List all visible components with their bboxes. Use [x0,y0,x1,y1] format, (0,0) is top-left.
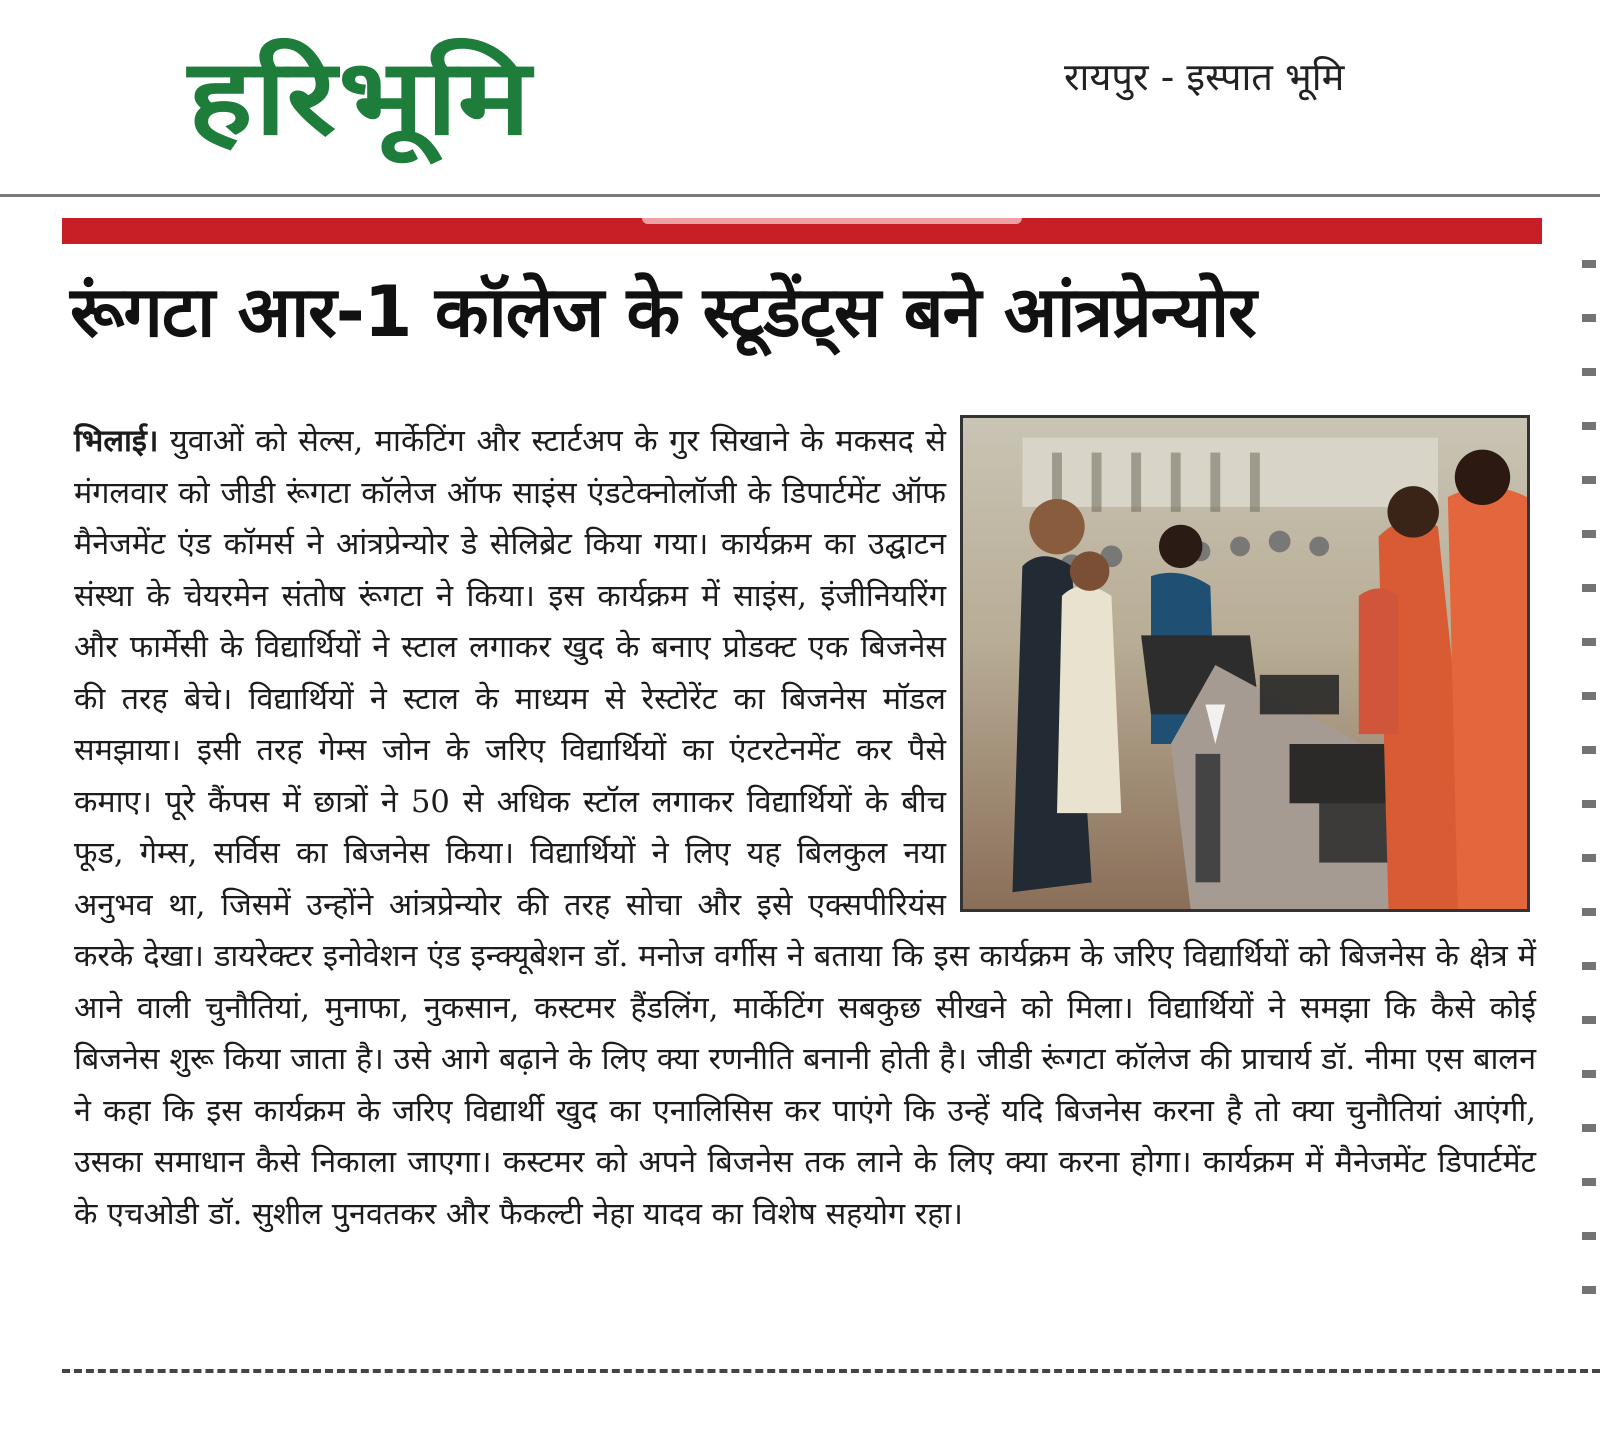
cropped-section-label [642,218,1022,224]
photo-wrap-spacer [946,416,1536,914]
article-dateline: भिलाई। [74,423,159,459]
section-bar [62,218,1542,244]
edition-label: रायपुर - इस्पात भूमि [1064,55,1345,99]
article-body [74,416,1536,1240]
adjacent-column-edge [1582,260,1600,1360]
masthead-divider [0,194,1600,197]
newspaper-logo: हरिभूमि [188,36,533,159]
article-bottom-rule [62,1369,1600,1373]
article-body-text: युवाओं को सेल्स, मार्केटिंग और स्टार्टअप के गुर सिखाने के मकसद से मंगलवार को जीडी रूंगटा कॉलेज ऑफ साइंस एंडटेक्नोलॉजी के डिपार्टमेंट ऑफ मैनेजमेंट एंड कॉमर्स ने आंत्रप्रेन्योर डे सेलिब्रेट किया गया। कार्यक्रम का उद्घाटन संस्था के चेयरमेन संतोष रूंगटा ने किया। इस कार्यक्रम में साइंस, इंजीनियरिंग और फार्मेसी के विद्यार्थियों ने स्टाल लगाकर खुद के बनाए प्रोडक्ट एक बिजनेस की तरह बेचे। विद्यार्थियों ने स्टाल के माध्यम से रेस्टोरेंट का बिजनेस मॉडल समझाया। इसी तरह गेम्स जोन के जरिए विद्यार्थियों का एंटरटेनमेंट कर पैसे कमाए। पूरे कैंपस में छात्रों ने 50 से अधिक स्टॉल लगाकर विद्यार्थियों के बीच फूड, गेम्स, सर्विस का बिजनेस किया। विद्यार्थियों ने लिए यह बिलकुल नया अनुभव था, जिसमें उन्होंने आंत्रप्रेन्योर की तरह सोचा और इसे एक्सपीरियंस करके देखा। डायरेक्टर इनोवेशन एंड इन्क्यूबेशन डॉ. मनोज वर्गीस ने बताया कि इस कार्यक्रम के जरिए विद्यार्थियों को बिजनेस के क्षेत्र में आने वाली चुनौतियां, मुनाफा, नुकसान, कस्टमर हैंडलिंग, मार्केटिंग सबकुछ सीखने को मिला। विद्यार्थियों ने समझा कि कैसे कोई बिजनेस शुरू किया जाता है। उसे आगे बढ़ाने के लिए क्या रणनीति बनानी होती है। जीडी रूंगटा कॉलेज की प्राचार्य डॉ. नीमा एस बालन ने कहा कि इस कार्यक्रम के जरिए विद्यार्थी खुद का एनालिसिस कर पाएंगे कि उन्हें यदि बिजनेस करना है तो क्या चुनौतियां आएंगी, उसका समाधान कैसे निकाला जाएगा। कस्टमर को अपने बिजनेस तक लाने के लिए क्या करना होगा। कार्यक्रम में मैनेजमेंट डिपार्टमेंट के एचओडी डॉ. सुशील पुनवतकर और फैकल्टी नेहा यादव का विशेष सहयोग रहा। [74,424,1536,1232]
article-headline: रूंगटा आर-1 कॉलेज के स्टूडेंट्स बने आंत्रप्रेन्योर [70,271,1256,353]
